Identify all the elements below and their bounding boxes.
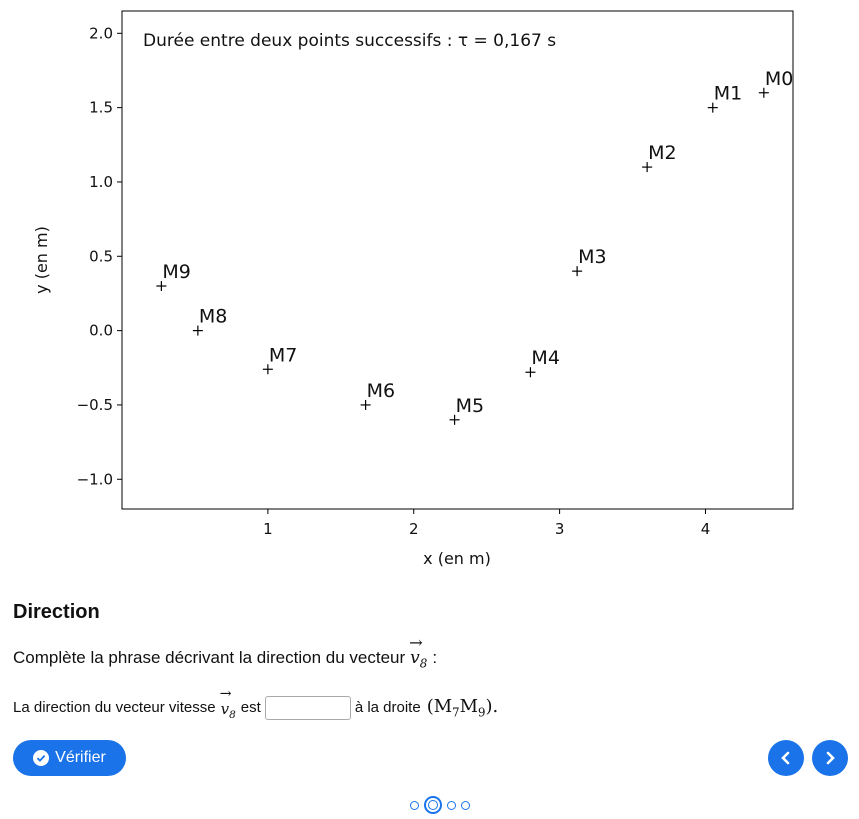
data-points bbox=[156, 68, 793, 425]
y-tick-label: 1.5 bbox=[89, 98, 113, 117]
answer-sentence bbox=[13, 686, 499, 721]
chevron-right-icon bbox=[823, 751, 837, 765]
x-axis-label: x (en m) bbox=[423, 549, 491, 568]
point-m0 bbox=[759, 68, 793, 98]
point-label: M4 bbox=[531, 347, 560, 370]
vector-v8-inline bbox=[219, 686, 236, 721]
instruction-colon: : bbox=[432, 648, 438, 667]
sentence-start: La direction du vecteur vitesse bbox=[13, 699, 216, 716]
point-m7 bbox=[263, 344, 297, 374]
next-button[interactable] bbox=[812, 740, 848, 776]
point-label: M7 bbox=[268, 344, 298, 367]
vector-arrow-icon: → bbox=[409, 633, 423, 652]
page-dot-4[interactable] bbox=[461, 801, 470, 810]
line-open: (M bbox=[426, 695, 453, 717]
page-dot-3[interactable] bbox=[447, 801, 456, 810]
line-m7m9 bbox=[427, 696, 499, 720]
line-close: ). bbox=[485, 695, 499, 717]
instruction bbox=[13, 633, 438, 671]
point-m3 bbox=[572, 246, 606, 276]
point-label: M8 bbox=[198, 305, 228, 328]
point-m8 bbox=[193, 306, 227, 336]
point-label: M0 bbox=[764, 67, 794, 90]
x-tick-label: 4 bbox=[700, 520, 711, 538]
line-index-1: 7 bbox=[452, 705, 460, 720]
point-m5 bbox=[450, 395, 484, 425]
y-axis-label: y (en m) bbox=[32, 226, 51, 294]
line-mid: M bbox=[459, 695, 479, 717]
y-tick-label: −1.0 bbox=[76, 470, 113, 489]
x-tick-label: 1 bbox=[263, 520, 273, 538]
y-tick-label: 0.5 bbox=[89, 247, 113, 266]
sentence-mid: est bbox=[240, 699, 261, 716]
x-tick-label: 2 bbox=[408, 520, 419, 538]
page-dot-2[interactable] bbox=[424, 796, 442, 814]
point-label: M1 bbox=[713, 82, 743, 105]
vector-v8 bbox=[409, 633, 428, 671]
y-tick-label: 1.0 bbox=[89, 172, 113, 191]
page-dot-1[interactable] bbox=[410, 801, 419, 810]
verify-button[interactable] bbox=[13, 740, 126, 776]
point-label: M5 bbox=[455, 394, 485, 417]
point-m4 bbox=[525, 347, 559, 377]
point-label: M2 bbox=[648, 142, 677, 165]
y-axis bbox=[77, 24, 122, 488]
check-circle-icon bbox=[33, 750, 49, 766]
point-m2 bbox=[642, 142, 676, 172]
x-axis bbox=[263, 509, 710, 538]
vector-arrow-icon: → bbox=[219, 686, 232, 702]
chevron-left-icon bbox=[779, 751, 793, 765]
point-m6 bbox=[361, 380, 395, 410]
page-indicator bbox=[410, 796, 470, 814]
verify-label: Vérifier bbox=[55, 749, 106, 766]
vector-symbol: v bbox=[220, 700, 230, 718]
chart-annotation: Durée entre deux points successifs : τ = 0,167 s bbox=[143, 31, 557, 51]
point-m1 bbox=[708, 83, 742, 113]
point-label: M6 bbox=[366, 379, 396, 402]
x-tick-label: 3 bbox=[554, 520, 565, 538]
point-m9 bbox=[156, 261, 190, 291]
y-tick-label: −0.5 bbox=[76, 395, 113, 414]
point-label: M3 bbox=[578, 246, 607, 269]
plot-frame bbox=[122, 11, 793, 509]
vector-index: 8 bbox=[229, 709, 236, 721]
y-tick-label: 2.0 bbox=[89, 24, 113, 43]
point-label: M9 bbox=[162, 261, 191, 284]
vector-symbol: v bbox=[410, 648, 420, 668]
section-title: Direction bbox=[13, 601, 100, 623]
line-index-2: 9 bbox=[478, 705, 486, 720]
previous-button[interactable] bbox=[768, 740, 804, 776]
y-tick-label: 0.0 bbox=[89, 321, 113, 340]
sentence-end: à la droite bbox=[354, 699, 421, 716]
vector-index: 8 bbox=[419, 656, 428, 671]
instruction-text: Complète la phrase décrivant la direction du vecteur bbox=[13, 648, 406, 667]
answer-input[interactable] bbox=[265, 696, 351, 720]
